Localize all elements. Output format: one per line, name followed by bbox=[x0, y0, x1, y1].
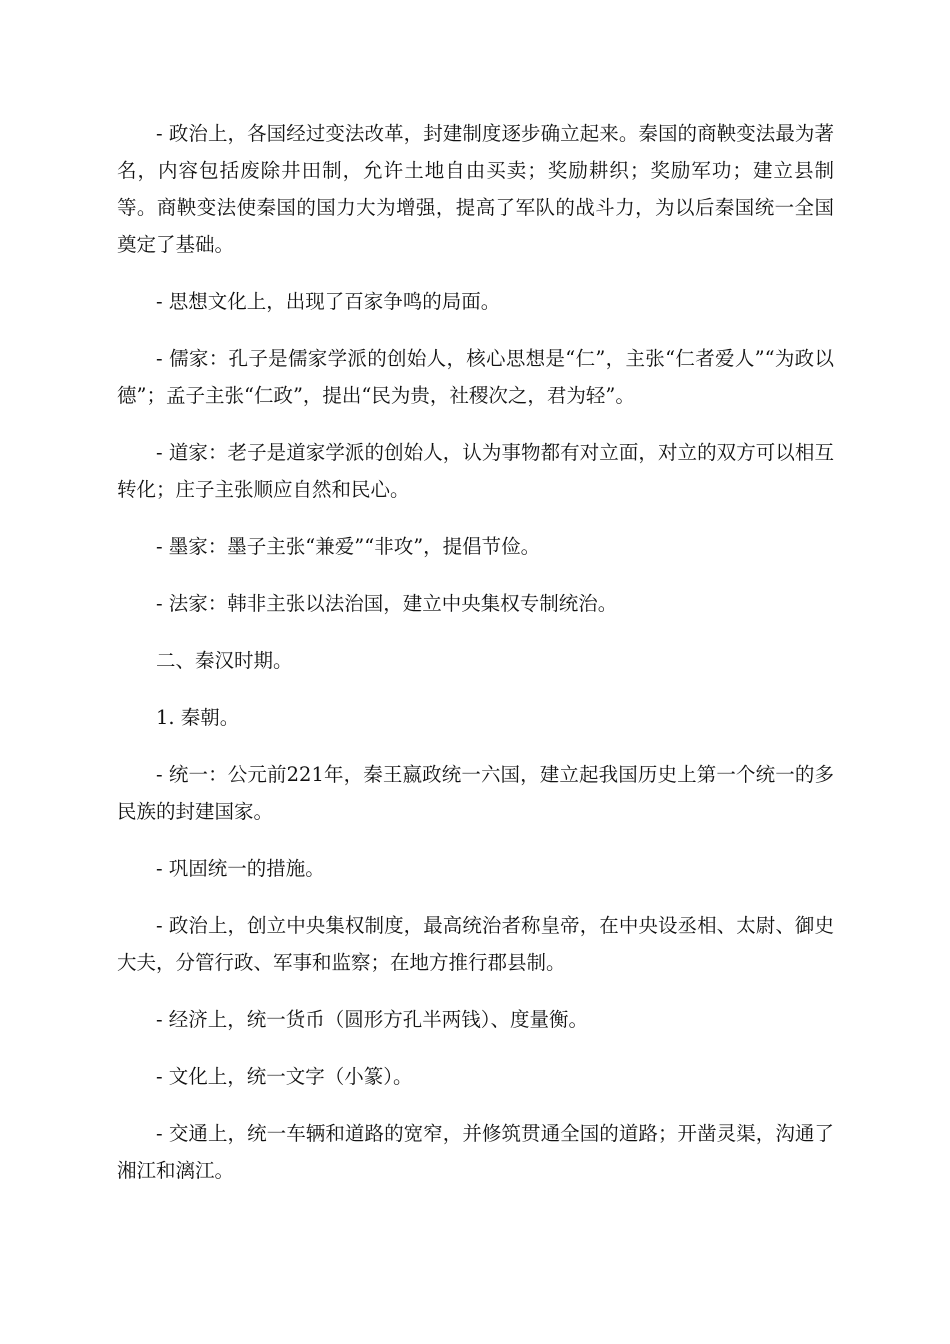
paragraph-legalism: - 法家：韩非主张以法治国，建立中央集权专制统治。 bbox=[156, 592, 618, 615]
paragraph-political-reform: - 政治上，各国经过变法改革，封建制度逐步确立起来。秦国的商鞅变法最为著名，内容包括废除井田制，允许土地自由买卖；奖励耕织；奖励军功；建立县制等。商鞅变法使秦国的国力大为增强，提高了军队的战斗力，为以后秦国统一全国奠定了基础。 bbox=[117, 122, 834, 256]
subsection-heading-qin: 1. 秦朝。 bbox=[156, 706, 240, 729]
paragraph-cultural-measures: - 文化上，统一文字（小篆）。 bbox=[156, 1065, 413, 1088]
paragraph-consolidation-measures: - 巩固统一的措施。 bbox=[156, 857, 325, 880]
paragraph-political-measures: - 政治上，创立中央集权制度，最高统治者称皇帝，在中央设丞相、太尉、御史大夫，分管行政、军事和监察；在地方推行郡县制。 bbox=[117, 914, 834, 974]
paragraph-hundred-schools: - 思想文化上，出现了百家争鸣的局面。 bbox=[156, 290, 501, 313]
paragraph-transport-measures: - 交通上，统一车辆和道路的宽窄，并修筑贯通全国的道路；开凿灵渠，沟通了湘江和漓江。 bbox=[117, 1122, 834, 1182]
paragraph-mohism: - 墨家：墨子主张“兼爱”“非攻”，提倡节俭。 bbox=[156, 535, 541, 558]
paragraph-confucianism: - 儒家：孔子是儒家学派的创始人，核心思想是“仁”，主张“仁者爱人”“为政以德”；孟子主张“仁政”，提出“民为贵，社稷次之，君为轻”。 bbox=[117, 347, 834, 407]
section-heading-qin-han: 二、秦汉时期。 bbox=[156, 649, 293, 672]
paragraph-economic-measures: - 经济上，统一货币（圆形方孔半两钱）、度量衡。 bbox=[156, 1008, 589, 1031]
paragraph-unification: - 统一：公元前221年，秦王嬴政统一六国，建立起我国历史上第一个统一的多民族的封建国家。 bbox=[117, 763, 834, 823]
paragraph-taoism: - 道家：老子是道家学派的创始人，认为事物都有对立面，对立的双方可以相互转化；庄子主张顺应自然和民心。 bbox=[117, 441, 834, 501]
document-body bbox=[117, 115, 834, 1189]
